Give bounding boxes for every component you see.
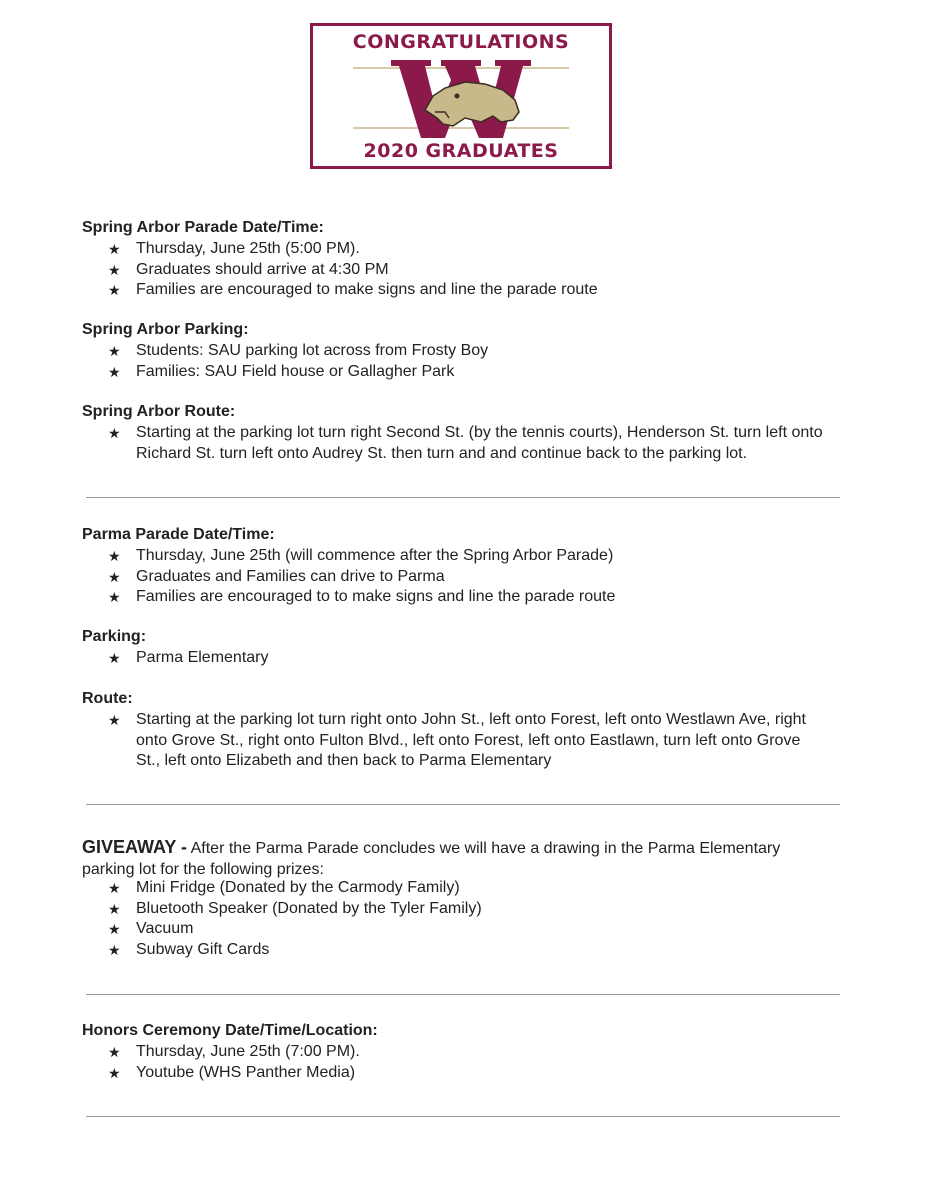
star-bullet-icon: ★ — [108, 880, 121, 896]
star-bullet-icon: ★ — [108, 363, 121, 380]
list-item: ★ Youtube (WHS Panther Media) — [108, 1063, 828, 1084]
list-item: ★ Bluetooth Speaker (Donated by the Tyler Family) — [108, 899, 828, 920]
star-bullet-icon: ★ — [108, 589, 121, 605]
star-bullet-icon: ★ — [108, 261, 121, 278]
parma-parade-heading: Parma Parade Date/Time: — [82, 526, 275, 543]
star-bullet-icon: ★ — [108, 1064, 121, 1081]
star-bullet-icon: ★ — [108, 712, 121, 728]
section-divider — [86, 1116, 840, 1117]
sa-parade-list — [108, 239, 828, 301]
congratulations-banner — [310, 23, 612, 169]
giveaway-text: After the Parma Parade concludes we will have a drawing in the Parma Elementary parking lot for the following prizes: — [82, 840, 781, 878]
star-bullet-icon: ★ — [108, 425, 121, 441]
star-bullet-icon: ★ — [108, 343, 121, 359]
giveaway-paragraph — [82, 837, 822, 880]
star-bullet-icon: ★ — [108, 548, 121, 564]
sa-route-heading: Spring Arbor Route: — [82, 403, 236, 420]
panther-w-logo — [353, 56, 569, 140]
giveaway-prize-list — [108, 878, 828, 960]
list-item: ★ Starting at the parking lot turn right Second St. (by the tennis courts), Henderson St. turn left onto Richard St. turn left onto Audrey St. then turn and and continue back to the parking lot. — [108, 424, 823, 462]
banner-top-text: CONGRATULATIONS — [352, 31, 570, 53]
giveaway-heading: GIVEAWAY - — [82, 837, 188, 857]
banner-bottom-text: 2020 GRADUATES — [363, 140, 559, 162]
section-divider — [86, 994, 840, 995]
list-item: ★ Starting at the parking lot turn right onto John St., left onto Forest, left onto Westlawn Ave, right onto Grove St., right onto Fulton Blvd., left onto Forest, left onto Eastlawn, turn left onto Grove St., left onto Elizabeth and then back to Parma Elementary — [108, 711, 806, 769]
list-item: ★ Families are encouraged to to make signs and line the parade route — [108, 587, 828, 608]
star-bullet-icon: ★ — [108, 650, 121, 666]
honors-heading: Honors Ceremony Date/Time/Location: — [82, 1022, 378, 1039]
parma-parking-list — [108, 648, 828, 669]
star-bullet-icon: ★ — [108, 568, 121, 585]
list-item: ★ Vacuum — [108, 919, 828, 940]
star-bullet-icon: ★ — [108, 941, 121, 958]
sa-parking-list — [108, 341, 828, 382]
section-divider — [86, 497, 840, 498]
list-item: ★ Families are encouraged to make signs and line the parade route — [108, 280, 828, 301]
star-bullet-icon: ★ — [108, 282, 121, 298]
star-bullet-icon: ★ — [108, 921, 121, 937]
honors-list — [108, 1042, 828, 1083]
parma-parking-heading: Parking: — [82, 628, 147, 645]
parma-route-heading: Route: — [82, 690, 133, 707]
section-divider — [86, 804, 840, 805]
list-item: ★ Thursday, June 25th (5:00 PM). — [108, 239, 828, 260]
sa-parade-heading: Spring Arbor Parade Date/Time: — [82, 219, 324, 236]
list-item: ★ Thursday, June 25th (7:00 PM). — [108, 1042, 828, 1063]
list-item: ★ Subway Gift Cards — [108, 940, 828, 961]
star-bullet-icon: ★ — [108, 900, 121, 917]
star-bullet-icon: ★ — [108, 1044, 121, 1060]
parma-route-list — [108, 710, 828, 772]
list-item: ★ Graduates and Families can drive to Parma — [108, 567, 828, 588]
list-item: ★ Parma Elementary — [108, 648, 828, 669]
star-bullet-icon: ★ — [108, 241, 121, 257]
list-item: ★ Students: SAU parking lot across from Frosty Boy — [108, 341, 828, 362]
list-item: ★ Families: SAU Field house or Gallagher Park — [108, 362, 828, 383]
parma-parade-list — [108, 546, 828, 608]
list-item: ★ Graduates should arrive at 4:30 PM — [108, 260, 828, 281]
sa-route-list — [108, 423, 828, 464]
sa-parking-heading: Spring Arbor Parking: — [82, 321, 249, 338]
list-item: ★ Thursday, June 25th (will commence after the Spring Arbor Parade) — [108, 546, 828, 567]
list-item: ★ Mini Fridge (Donated by the Carmody Family) — [108, 878, 828, 899]
